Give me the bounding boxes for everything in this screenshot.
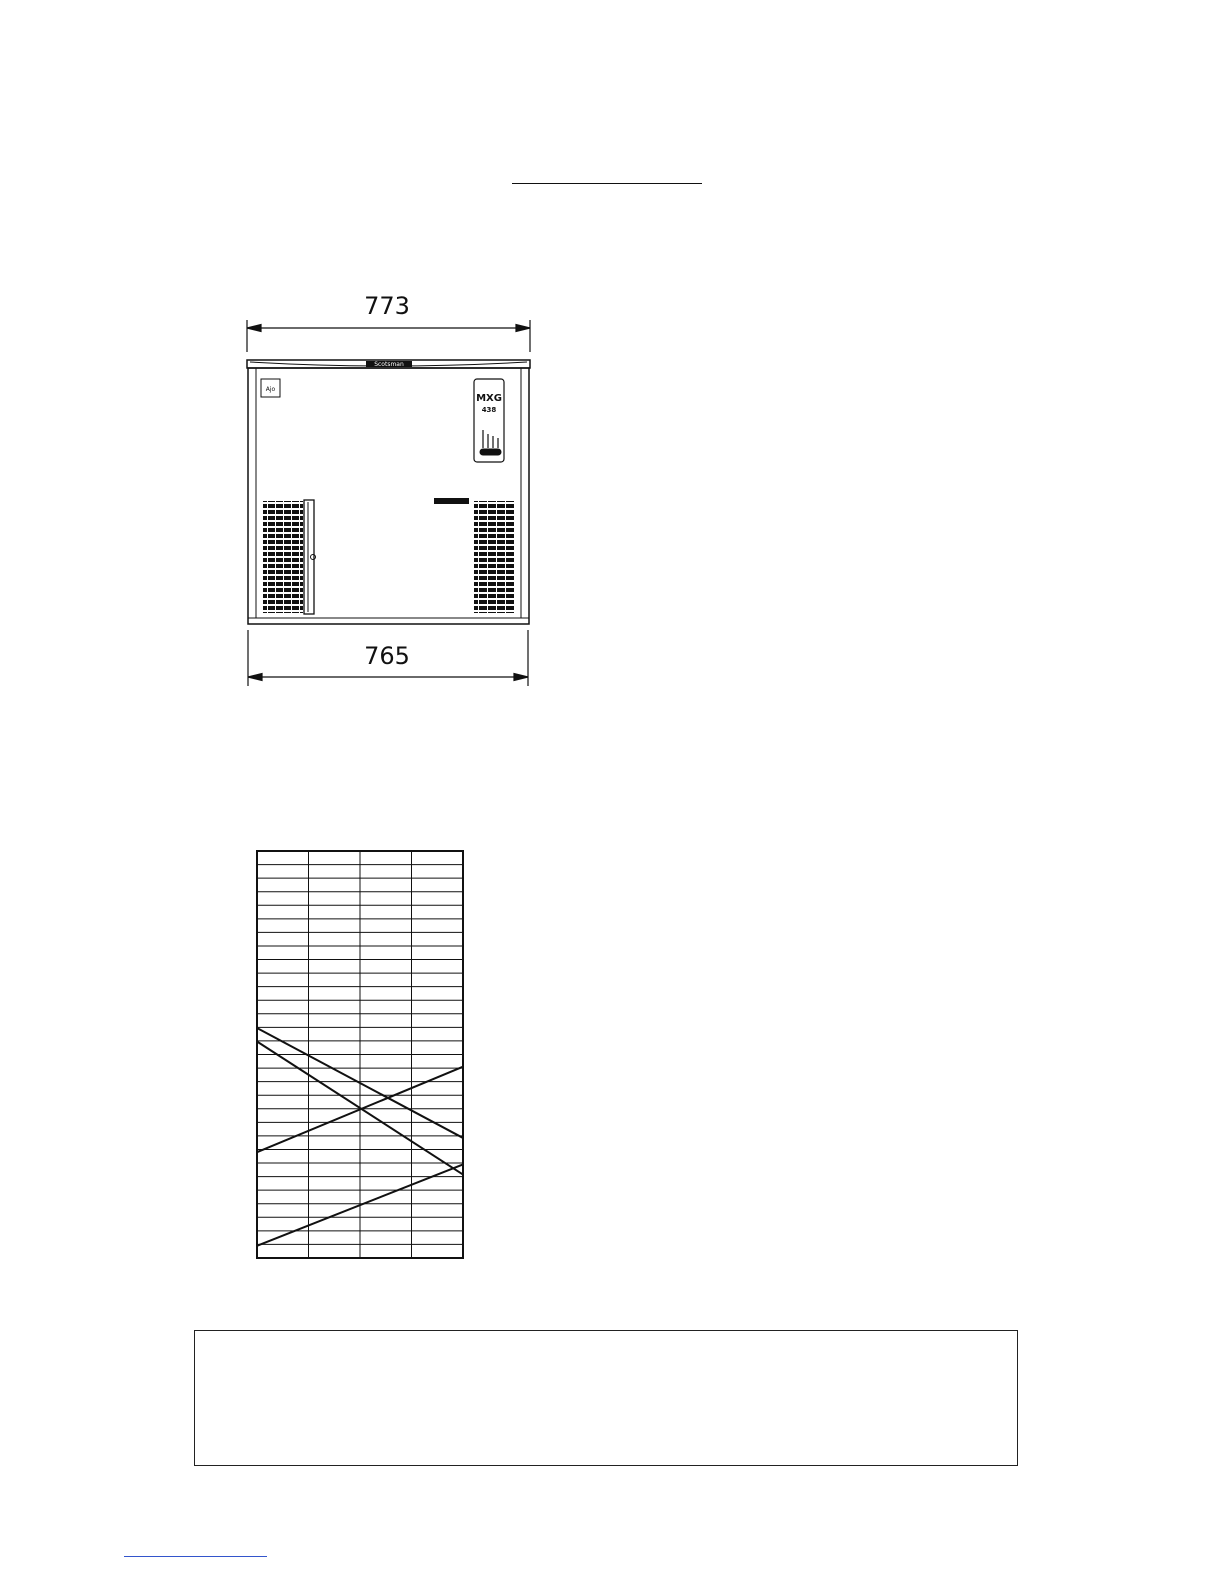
status-lights-icon [480, 430, 501, 455]
top-dimension-line [247, 320, 530, 352]
front-view-drawing [236, 300, 546, 700]
production-chart [250, 845, 470, 1265]
header-rule [512, 183, 702, 184]
brand-mark: Scotsman [374, 361, 404, 368]
model-number: 438 [481, 406, 497, 414]
footer-link-rule [124, 1556, 267, 1557]
filter-handle [304, 500, 314, 614]
left-vent-grille [263, 501, 303, 613]
model-name: MXG [476, 393, 502, 404]
bottom-width-dimension: 765 [364, 642, 410, 670]
notes-box [194, 1330, 1018, 1466]
bottom-dimension-line [248, 630, 528, 686]
right-vent-grille [474, 501, 515, 613]
top-width-dimension: 773 [364, 292, 410, 320]
badge-label: Ajo [265, 386, 276, 393]
rating-label-strip [434, 498, 469, 504]
